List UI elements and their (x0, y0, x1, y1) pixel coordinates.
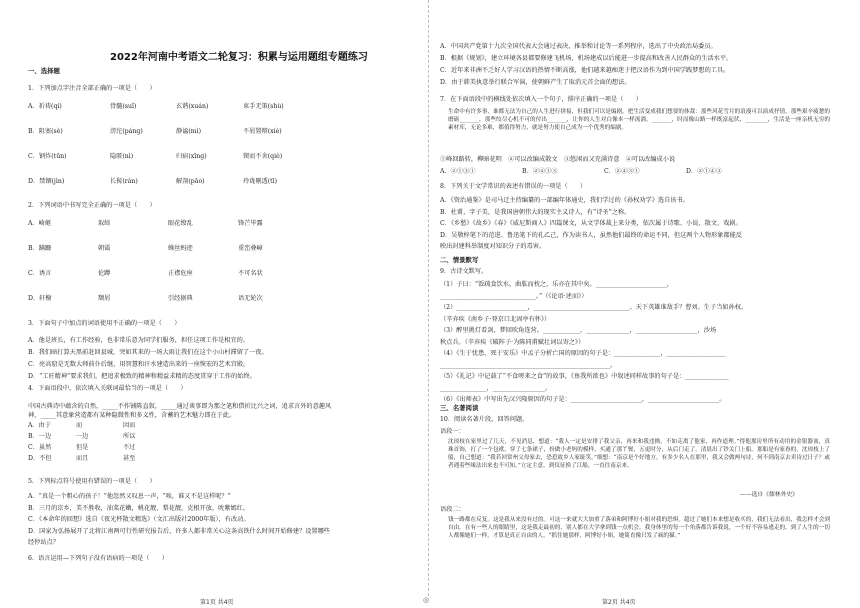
question-6-option-line: C．近年来非洲不乏好人学习汉语的热情不断高涨，他们越来越痴迷于把汉语作为到中国学践梦想的工具。 (440, 67, 730, 74)
question-4-option-cell: 甚至 (123, 455, 136, 462)
question-2-option-cell: 朝霭 (98, 245, 111, 252)
question-4-option-cell: 因而 (123, 422, 136, 429)
question-8-option-line: B．杜甫，字子美，是我国唐朝伟大的现实主义诗人，有“诗圣”之称。 (440, 208, 631, 216)
question-1-option-cell: 玄谐(xuán) (176, 103, 209, 110)
question-6-stem: 6．语言运用—下列句子没有语病的一项是（ ） (28, 555, 169, 562)
question-1-option-cell: 归宿(xīng) (176, 153, 207, 160)
question-2-stem: 2．下列词语中书写完全正确的一项是（ ） (28, 202, 156, 209)
question-2-option-cell: A．崎岖 (28, 220, 52, 227)
question-2-option-cell: 锋芒毕露 (238, 220, 263, 227)
question-10-stem: 10．阅读名著片段，回答问题。 (440, 416, 529, 423)
question-1-option-cell: 隐匿(nì) (110, 153, 134, 160)
question-7-option-cell: A．②①③① (440, 168, 476, 175)
question-1-stem: 1．下列加点字注音全部正确的一项是（ ） (28, 85, 156, 92)
column-divider (428, 0, 430, 596)
question-1-option-cell: 不屑置辩(xiè) (243, 128, 282, 135)
question-1-option-cell: 骨髓(suǐ) (110, 103, 137, 110)
question-2-option-cell: 正襟危座 (168, 270, 193, 277)
question-1-option-cell: 束手无策(shù) (243, 103, 284, 110)
question-1-option-cell: 玲珑剔透(tī) (243, 178, 278, 185)
footer-page-right: 第2页 共4页 (602, 599, 636, 606)
question-4-option-cell: A．由于 (28, 422, 52, 429)
section-heading-recitation: 二、情景默写 (440, 256, 479, 264)
question-9-line: （5）《礼记》中记载了“不食嗟来之食”的故事，《鱼我所欲也》中叙述同样故事的句子是：______________ (440, 373, 729, 380)
question-1-option-cell: 锲而不舍(qiè) (243, 153, 283, 160)
question-4-option-cell: 一边 (76, 433, 89, 440)
question-2-option-cell: 重峦叠嶂 (238, 245, 263, 252)
question-3-option-line: D．“工匠精神”要求我们，把追求极致的精神和精益求精的态度贯穿于工作的始终。 (28, 373, 256, 380)
question-4-option-cell: C．虽然 (28, 444, 52, 451)
question-4-stem: 4．下面语段中，依次填入关联词最恰当的一项是（ ） (28, 385, 187, 392)
question-8-stem: 8．下列关于文学常识的表述有错误的一项是（ ） (440, 183, 587, 190)
question-9-line: _______________________________________________________。 (440, 361, 617, 369)
question-2-option-cell: 引经据典 (168, 295, 193, 302)
question-9-stem: 9．古诗文默写。 (440, 268, 488, 275)
excerpt-1-text: 沈琼枝在家里过了几天，不见消息，想道：“我人一定是安排了我父亲，再来和我违拗。不如走离了他家，再作道理。”得他那房里所有动用的金银器皿，真珠首饰，打了一个包袱，穿了七条裙子，扮做小老妈的模样，买通了那丫鬟，五更时分，从后门走了，清晨出了钞关门上船。那船是有家眷的，沈琼枝上了船，自己想道：“我若回常州父母家去，恐惹故乡人家耻笑。”细想：“南京是个好地方，有多少名人在那里，我又会做两句诗，何不到南京去卖诗过日子？或者遇着些缘法出来也不可知。”立定主意，到仪征换了江船，一直往南京来。 (448, 439, 830, 470)
question-9-line: 秋点兵。（辛弃疾《破阵子·为陈同甫赋壮词以寄之》） (440, 338, 585, 346)
question-2-option-cell: 眼花缭乱 (168, 220, 193, 227)
question-3-stem: 3．下面句子中加点的词语使用不正确的一项是（ ） (28, 320, 181, 327)
question-2-option-cell: 不可名状 (238, 270, 263, 277)
question-2-option-cell: 蛛丝蚂迹 (168, 245, 193, 252)
question-1-option-cell: C．钢炸(tūn) (28, 153, 67, 160)
question-1-option-cell: 滂沱(páng) (110, 128, 143, 135)
question-1-option-cell: A．祈祷(qí) (28, 103, 62, 110)
question-4-option-cell: 不过 (123, 444, 136, 451)
question-2-option-cell: 语无轮次 (238, 295, 263, 302)
question-9-line: （3）醉里挑灯看剑，梦回吹角连营。____________，______________，____________________，沙场 (440, 327, 717, 334)
question-6-option-line: D．由于韩美执意举行联合军演，使朝鲜产生了取消元首会面的想法。 (440, 79, 631, 86)
question-1-option-cell: 静谧(mì) (176, 128, 202, 135)
question-9-line: （2）_______________________，_______________________________。天下英雄谁敌手？曹刘。生子当如孙权。 (440, 304, 748, 311)
question-5-stem: 5．下列标点符号使用有错误的一项是（ ） (28, 478, 156, 485)
question-4-option-cell: B．一边 (28, 433, 52, 440)
question-4-option-cell: 所以 (123, 433, 136, 440)
question-2-option-cell: B．蹒跚 (28, 245, 52, 252)
question-7-stem: 7．在下面语段中的横线处依次填入一个句子，排序正确的一项是（ ） (440, 96, 642, 103)
question-5-option-line: D．国家为弘扬展开了北将江南两可行性研究报告后，许多人都非常关心这条高铁什么时间开始修建？设置哪些 (28, 527, 330, 535)
question-6-option-line: B．根据《规划》，建立环境各县都要修建飞机场，机场建成以后能进一步提高和改善人民群众的生活水平。 (440, 55, 733, 62)
question-1-option-cell: D．禁锢(jìn) (28, 178, 65, 185)
question-9-line: （6）《出师表》中写出先汉兴隆原因的句子是：_______________________，_______________________。 (440, 396, 726, 403)
question-4-option-cell: 但是 (76, 444, 89, 451)
question-2-option-cell: 伦蹲 (98, 270, 111, 277)
excerpt-2-text: 钱一路都在反复。这是我从来没有过的。可这一来就大大加重了落弟和阿博好小姐对我的恐惧。超过了她们本来想是收买的，我们无法看出，我怎样才会到自由。在有一些人的眼睛里，这是我走最初的，别人都在大学拿到钱一点机会。我身体里的每一个角落都告诉我说，一个好不容易逃走的，到了人生的一切人都像她们一样，才算是真正自由的人。“抓住她那样，阿博好小姐，她简直像只发了疯的猫。” (448, 517, 830, 540)
question-4-option-cell: D．不但 (28, 455, 52, 462)
question-3-option-line: A．他是班长，有工作经验，也非常乐意为同学们服务，担任这项工作是相宜的。 (28, 337, 250, 344)
document-title: 2022年河南中考语文二轮复习：积累与运用题组专题练习 (110, 52, 368, 63)
question-9-line: （4）《生于忧患，死于安乐》中孟子分析亡国的原因的句子是：_______________，___________________ (440, 350, 726, 357)
question-6-option-line: A．中国共产党第十九次全国代表大会通过表决，推举和讨论等一系列程序，选出了中央政治局委员。 (440, 43, 717, 50)
question-8-option-line: C．《乡愁》《故乡》《春》《威尼斯商人》四篇课文，从文学体裁上来分类，依次属于诗歌、小说、散文、戏剧。 (440, 220, 742, 227)
question-1-option-cell: 解剖(pāo) (176, 178, 205, 185)
question-2-option-cell: 取缔 (98, 220, 111, 227)
question-4-option-cell: 而 (76, 422, 83, 429)
question-1-option-cell: 长髯(rán) (110, 178, 138, 185)
question-7-passage: 生命中有许多事，谁都无法为自己的人生进行拼接，但我们可以是编剧。把生活变成我们想要的体裁：那些风花雪月的浪漫可以演成抒情，那些艰辛疲惫的磨砺_______，那些绞尽心机不可的付出_______，让你的人生对白像本一样流淌。_______，时而像山路一样既富起伏，________，生活是一座亲机无穷的素材库，无论多难，都值得努力，就是努力使自己成为一个优秀的编剧。 (448, 109, 830, 132)
question-3-option-line: B．我们暗打算天黑前赶回县城，突如其来的一场大雨让我们在这个小山村滞留了一夜。 (28, 349, 268, 356)
question-7-option-cell: C．②④③① (604, 168, 640, 175)
question-4-text-line1: 中国古典诗中蕴含的自然，_____不作铺陈直叙，_____通过谈事即为那之笔和借折比兴之词，追求言外的意趣风 (28, 403, 332, 410)
question-1-option-cell: B．阻塞(sè) (28, 128, 63, 135)
question-5-option-line: C．《本命年的回想》选自《夜光杯散文精选》（文汇出版社2000年版），有改动。 (28, 516, 250, 523)
question-7-option-cell: B．②④①③ (522, 168, 558, 175)
question-2-option-cell: C．诱言 (28, 270, 52, 277)
question-9-line: （1）子曰：“饭疏食饮水，曲肱而枕之，乐亦在其中矣。_______________________， (440, 281, 673, 288)
question-8-option-line: 映出封建科举制度对知识分子的毒害。 (440, 243, 546, 250)
footer-page-left: 第1页 共4页 (200, 599, 234, 606)
question-9-line: _______________，_________________。 (440, 384, 552, 392)
question-4-text-line2: 神，_____其意象营造都有某种隐微性和多义性，含蓄的艺术魅力即在于此。 (28, 412, 236, 419)
section-heading-choice: 一、选择题 (28, 67, 60, 75)
question-9-line: _______________________________。”（《论语·述而》） (440, 292, 588, 300)
excerpt-1-label: 语段一： (440, 428, 465, 435)
binding-mark: ◎ (423, 596, 430, 604)
question-5-option-line: B．三月的京乡，美不胜收，油菜花嫩，桃花靓，梨花靓，克根开放，吮紫嫣红。 (28, 504, 250, 512)
question-9-line: （辛弃疾《南乡子·登京口北固亭有怀》） (440, 315, 551, 323)
question-5-option-line: A．“真是一个粗心的孩子！”他忽然又叹息一声，“唉，谁又不是这样呢？” (28, 493, 231, 500)
question-7-items: ①峰回路转，柳暗花明 ②可以改编成散文 ③悠闲而又充满诗意 ④可以改编成小说 (440, 156, 676, 163)
question-7-option-cell: D．②①④③ (686, 168, 722, 175)
question-3-option-line: C．亮高窟是无数大师前仆后继，用智慧和汗水建造出来的一座恢宏的艺术宫殿。 (28, 361, 250, 368)
question-4-option-cell: 而且 (76, 455, 89, 462)
question-8-option-line: D．吴敬梓笔下的范进、鲁迅笔下的孔乙己，作为读书人，虽然他们最终的命运不同，但这两个人物形象都能反 (440, 231, 742, 239)
excerpt-2-label: 语段二： (440, 506, 465, 513)
excerpt-1-source: ——选自《儒林外史》 (740, 492, 798, 498)
question-2-option-cell: 颓屑 (98, 295, 111, 302)
section-heading-classics: 三、名著阅读 (440, 404, 479, 412)
question-2-option-cell: D．轩榭 (28, 295, 52, 302)
question-5-option-line: 经停站点？ (28, 539, 59, 546)
question-8-option-line: A．《资治通鉴》是司马迁主持编纂的一部编年体通史，我们学过的《孙权劝学》选自该书。 (440, 197, 689, 204)
